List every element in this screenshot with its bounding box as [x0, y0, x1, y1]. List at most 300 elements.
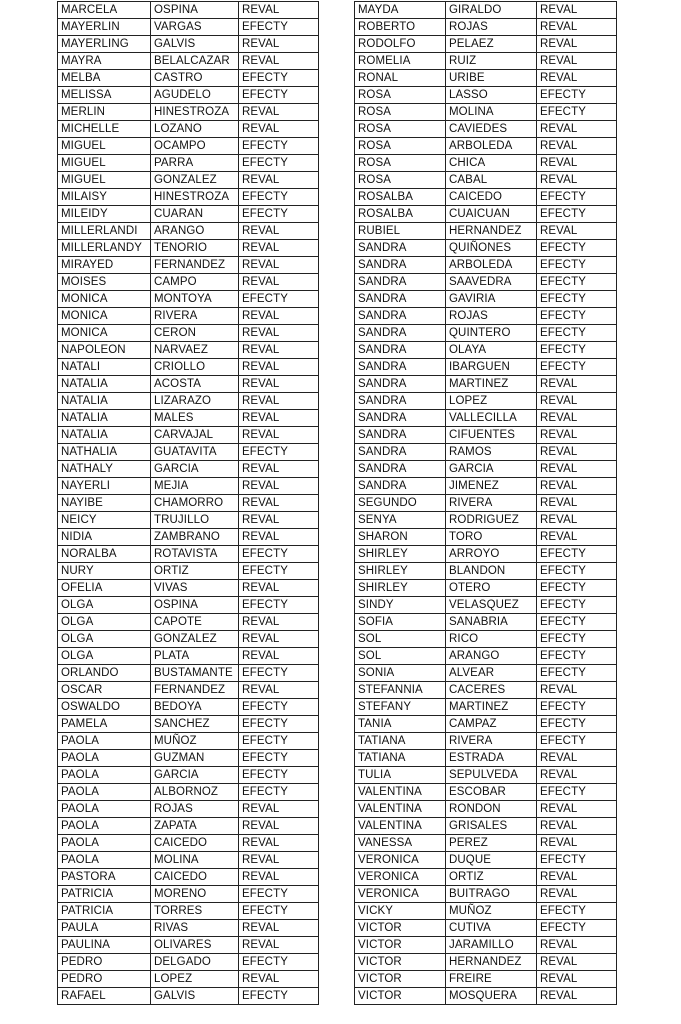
last-name-cell: ARROYO: [446, 546, 537, 563]
last-name-cell: CAMPO: [151, 274, 239, 291]
last-name-cell: GALVIS: [151, 36, 239, 53]
payment-method-cell: EFECTY: [537, 291, 617, 308]
table-row: [58, 716, 319, 733]
payment-method-cell: EFECTY: [239, 87, 319, 104]
first-name-cell: MERLIN: [58, 104, 151, 121]
first-name-cell: ROSA: [355, 87, 446, 104]
last-name-cell: ALBORNOZ: [151, 784, 239, 801]
first-name-cell: RUBIEL: [355, 223, 446, 240]
table-row: [58, 70, 319, 87]
payment-method-cell: EFECTY: [537, 580, 617, 597]
last-name-cell: TENORIO: [151, 240, 239, 257]
payment-method-cell: REVAL: [537, 512, 617, 529]
first-name-cell: MONICA: [58, 325, 151, 342]
table-row: [355, 70, 617, 87]
last-name-cell: RIVAS: [151, 920, 239, 937]
last-name-cell: CIFUENTES: [446, 427, 537, 444]
last-name-cell: OLAYA: [446, 342, 537, 359]
table-row: [58, 648, 319, 665]
table-row: [355, 121, 617, 138]
payment-method-cell: REVAL: [537, 937, 617, 954]
payment-method-cell: REVAL: [239, 512, 319, 529]
first-name-cell: MIRAYED: [58, 257, 151, 274]
first-name-cell: RAFAEL: [58, 988, 151, 1005]
payment-method-cell: REVAL: [239, 223, 319, 240]
first-name-cell: NATALI: [58, 359, 151, 376]
first-name-cell: NATALIA: [58, 376, 151, 393]
table-row: [355, 359, 617, 376]
last-name-cell: ROJAS: [151, 801, 239, 818]
table-row: [58, 478, 319, 495]
last-name-cell: CUARAN: [151, 206, 239, 223]
table-row: [58, 53, 319, 70]
first-name-cell: NATHALY: [58, 461, 151, 478]
last-name-cell: CUTIVA: [446, 920, 537, 937]
payment-method-cell: REVAL: [239, 631, 319, 648]
first-name-cell: ROSALBA: [355, 189, 446, 206]
payment-method-cell: EFECTY: [537, 784, 617, 801]
payment-method-cell: REVAL: [239, 495, 319, 512]
payment-method-cell: EFECTY: [239, 886, 319, 903]
first-name-cell: MONICA: [58, 291, 151, 308]
first-name-cell: SANDRA: [355, 342, 446, 359]
last-name-cell: GONZALEZ: [151, 172, 239, 189]
first-name-cell: ROSA: [355, 155, 446, 172]
first-name-cell: TANIA: [355, 716, 446, 733]
last-name-cell: AGUDELO: [151, 87, 239, 104]
last-name-cell: VELASQUEZ: [446, 597, 537, 614]
payment-method-cell: EFECTY: [537, 614, 617, 631]
table-row: [355, 461, 617, 478]
first-name-cell: NORALBA: [58, 546, 151, 563]
last-name-cell: SAAVEDRA: [446, 274, 537, 291]
last-name-cell: ORTIZ: [151, 563, 239, 580]
last-name-cell: IBARGUEN: [446, 359, 537, 376]
payment-method-cell: REVAL: [239, 427, 319, 444]
payment-method-cell: EFECTY: [537, 308, 617, 325]
payment-method-cell: REVAL: [239, 121, 319, 138]
first-name-cell: NAYERLI: [58, 478, 151, 495]
table-row: [58, 852, 319, 869]
last-name-cell: GIRALDO: [446, 2, 537, 19]
payment-method-cell: REVAL: [239, 835, 319, 852]
payment-method-cell: REVAL: [239, 529, 319, 546]
payment-method-cell: REVAL: [537, 121, 617, 138]
table-row: [58, 682, 319, 699]
last-name-cell: GAVIRIA: [446, 291, 537, 308]
last-name-cell: MALES: [151, 410, 239, 427]
last-name-cell: QUIÑONES: [446, 240, 537, 257]
payment-method-cell: REVAL: [537, 988, 617, 1005]
first-name-cell: OLGA: [58, 614, 151, 631]
table-row: [355, 87, 617, 104]
last-name-cell: FREIRE: [446, 971, 537, 988]
table-row: [58, 291, 319, 308]
payment-method-cell: REVAL: [537, 818, 617, 835]
last-name-cell: TRUJILLO: [151, 512, 239, 529]
payment-method-cell: EFECTY: [239, 767, 319, 784]
last-name-cell: GARCIA: [151, 461, 239, 478]
table-row: [58, 359, 319, 376]
payment-method-cell: EFECTY: [239, 665, 319, 682]
table-row: [58, 138, 319, 155]
last-name-cell: RIVERA: [446, 733, 537, 750]
first-name-cell: NURY: [58, 563, 151, 580]
payment-method-cell: REVAL: [537, 461, 617, 478]
first-name-cell: SANDRA: [355, 393, 446, 410]
payment-method-cell: REVAL: [239, 801, 319, 818]
payment-method-cell: EFECTY: [537, 920, 617, 937]
payment-method-cell: EFECTY: [239, 716, 319, 733]
payment-method-cell: REVAL: [239, 342, 319, 359]
first-name-cell: STEFANY: [355, 699, 446, 716]
payment-method-cell: REVAL: [537, 19, 617, 36]
first-name-cell: VALENTINA: [355, 784, 446, 801]
first-name-cell: ROMELIA: [355, 53, 446, 70]
table-row: [355, 801, 617, 818]
first-name-cell: MILEIDY: [58, 206, 151, 223]
last-name-cell: CASTRO: [151, 70, 239, 87]
first-name-cell: TULIA: [355, 767, 446, 784]
first-name-cell: OFELIA: [58, 580, 151, 597]
table-row: [58, 733, 319, 750]
payment-method-cell: REVAL: [537, 172, 617, 189]
payment-method-cell: REVAL: [239, 376, 319, 393]
last-name-cell: CARVAJAL: [151, 427, 239, 444]
first-name-cell: RONAL: [355, 70, 446, 87]
table-row: [355, 189, 617, 206]
payment-method-cell: REVAL: [239, 410, 319, 427]
first-name-cell: OLGA: [58, 631, 151, 648]
first-name-cell: SOFIA: [355, 614, 446, 631]
payment-method-cell: REVAL: [537, 886, 617, 903]
first-name-cell: MILLERLANDY: [58, 240, 151, 257]
last-name-cell: PARRA: [151, 155, 239, 172]
payment-method-cell: EFECTY: [537, 648, 617, 665]
table-row: [58, 376, 319, 393]
last-name-cell: BELALCAZAR: [151, 53, 239, 70]
last-name-cell: RICO: [446, 631, 537, 648]
last-name-cell: CHAMORRO: [151, 495, 239, 512]
payment-method-cell: REVAL: [537, 478, 617, 495]
first-name-cell: MAYERLIN: [58, 19, 151, 36]
payment-method-cell: EFECTY: [537, 903, 617, 920]
table-row: [58, 206, 319, 223]
table-row: [355, 223, 617, 240]
last-name-cell: CABAL: [446, 172, 537, 189]
first-name-cell: MIGUEL: [58, 155, 151, 172]
last-name-cell: OSPINA: [151, 2, 239, 19]
last-name-cell: OSPINA: [151, 597, 239, 614]
last-name-cell: BEDOYA: [151, 699, 239, 716]
payment-method-cell: EFECTY: [239, 699, 319, 716]
table-row: [355, 546, 617, 563]
table-row: [58, 903, 319, 920]
payment-method-cell: EFECTY: [239, 988, 319, 1005]
table-row: [355, 648, 617, 665]
table-row: [58, 784, 319, 801]
last-name-cell: MEJIA: [151, 478, 239, 495]
last-name-cell: VARGAS: [151, 19, 239, 36]
table-row: [355, 733, 617, 750]
first-name-cell: PATRICIA: [58, 886, 151, 903]
first-name-cell: NATHALIA: [58, 444, 151, 461]
last-name-cell: RODRIGUEZ: [446, 512, 537, 529]
payment-method-cell: EFECTY: [239, 597, 319, 614]
table-row: [355, 495, 617, 512]
first-name-cell: PAOLA: [58, 784, 151, 801]
table-row: [355, 716, 617, 733]
table-row: [58, 954, 319, 971]
table-row: [58, 801, 319, 818]
first-name-cell: SANDRA: [355, 427, 446, 444]
first-name-cell: VICTOR: [355, 954, 446, 971]
table-row: [58, 172, 319, 189]
payment-method-cell: EFECTY: [537, 189, 617, 206]
first-name-cell: MAYERLING: [58, 36, 151, 53]
table-row: [58, 818, 319, 835]
payment-method-cell: EFECTY: [537, 87, 617, 104]
first-name-cell: PAOLA: [58, 767, 151, 784]
payment-method-cell: EFECTY: [537, 104, 617, 121]
payment-method-cell: EFECTY: [537, 665, 617, 682]
first-name-cell: ROSA: [355, 121, 446, 138]
table-row: [355, 53, 617, 70]
first-name-cell: SHIRLEY: [355, 580, 446, 597]
table-row: [355, 155, 617, 172]
last-name-cell: GUATAVITA: [151, 444, 239, 461]
left-name-table: [57, 1, 319, 1005]
payment-method-cell: REVAL: [239, 682, 319, 699]
table-row: [355, 240, 617, 257]
table-row: [58, 614, 319, 631]
first-name-cell: SANDRA: [355, 461, 446, 478]
last-name-cell: BUSTAMANTE: [151, 665, 239, 682]
table-row: [355, 563, 617, 580]
last-name-cell: ZAPATA: [151, 818, 239, 835]
first-name-cell: MARCELA: [58, 2, 151, 19]
table-row: [58, 104, 319, 121]
table-row: [58, 461, 319, 478]
first-name-cell: SANDRA: [355, 257, 446, 274]
first-name-cell: PASTORA: [58, 869, 151, 886]
last-name-cell: MUÑOZ: [151, 733, 239, 750]
payment-method-cell: REVAL: [537, 376, 617, 393]
payment-method-cell: REVAL: [239, 240, 319, 257]
payment-method-cell: EFECTY: [537, 699, 617, 716]
table-row: [355, 852, 617, 869]
right-name-table: [354, 1, 617, 1005]
last-name-cell: ALVEAR: [446, 665, 537, 682]
payment-method-cell: EFECTY: [537, 546, 617, 563]
table-row: [58, 308, 319, 325]
table-row: [355, 971, 617, 988]
first-name-cell: PEDRO: [58, 971, 151, 988]
last-name-cell: MARTINEZ: [446, 376, 537, 393]
payment-method-cell: REVAL: [239, 325, 319, 342]
first-name-cell: MAYRA: [58, 53, 151, 70]
last-name-cell: MARTINEZ: [446, 699, 537, 716]
last-name-cell: ARBOLEDA: [446, 257, 537, 274]
first-name-cell: NIDIA: [58, 529, 151, 546]
last-name-cell: BUITRAGO: [446, 886, 537, 903]
last-name-cell: CAICEDO: [446, 189, 537, 206]
last-name-cell: GARCIA: [151, 767, 239, 784]
payment-method-cell: EFECTY: [239, 19, 319, 36]
table-row: [355, 988, 617, 1005]
last-name-cell: ORTIZ: [446, 869, 537, 886]
payment-method-cell: EFECTY: [239, 733, 319, 750]
first-name-cell: PAOLA: [58, 733, 151, 750]
last-name-cell: OCAMPO: [151, 138, 239, 155]
table-row: [58, 835, 319, 852]
payment-method-cell: EFECTY: [537, 852, 617, 869]
payment-method-cell: EFECTY: [239, 444, 319, 461]
table-row: [355, 308, 617, 325]
last-name-cell: GALVIS: [151, 988, 239, 1005]
first-name-cell: ROBERTO: [355, 19, 446, 36]
last-name-cell: NARVAEZ: [151, 342, 239, 359]
last-name-cell: CUAICUAN: [446, 206, 537, 223]
last-name-cell: DELGADO: [151, 954, 239, 971]
payment-method-cell: REVAL: [537, 444, 617, 461]
first-name-cell: PAMELA: [58, 716, 151, 733]
last-name-cell: MOLINA: [151, 852, 239, 869]
payment-method-cell: REVAL: [537, 393, 617, 410]
payment-method-cell: EFECTY: [239, 750, 319, 767]
first-name-cell: SHIRLEY: [355, 546, 446, 563]
first-name-cell: PAULA: [58, 920, 151, 937]
table-row: [355, 410, 617, 427]
payment-method-cell: EFECTY: [239, 563, 319, 580]
table-row: [58, 274, 319, 291]
table-row: [355, 886, 617, 903]
payment-method-cell: EFECTY: [239, 291, 319, 308]
table-row: [355, 138, 617, 155]
first-name-cell: SANDRA: [355, 240, 446, 257]
first-name-cell: SOL: [355, 631, 446, 648]
table-row: [355, 767, 617, 784]
table-row: [58, 189, 319, 206]
first-name-cell: SANDRA: [355, 291, 446, 308]
payment-method-cell: REVAL: [537, 36, 617, 53]
payment-method-cell: EFECTY: [537, 563, 617, 580]
payment-method-cell: EFECTY: [537, 274, 617, 291]
table-row: [58, 920, 319, 937]
payment-method-cell: REVAL: [537, 869, 617, 886]
first-name-cell: VICTOR: [355, 937, 446, 954]
first-name-cell: MELBA: [58, 70, 151, 87]
first-name-cell: VICTOR: [355, 920, 446, 937]
table-row: [355, 19, 617, 36]
first-name-cell: MIGUEL: [58, 172, 151, 189]
first-name-cell: ROSA: [355, 104, 446, 121]
last-name-cell: MUÑOZ: [446, 903, 537, 920]
last-name-cell: OLIVARES: [151, 937, 239, 954]
first-name-cell: NATALIA: [58, 393, 151, 410]
first-name-cell: MICHELLE: [58, 121, 151, 138]
first-name-cell: VANESSA: [355, 835, 446, 852]
payment-method-cell: REVAL: [239, 359, 319, 376]
last-name-cell: JIMENEZ: [446, 478, 537, 495]
first-name-cell: SANDRA: [355, 444, 446, 461]
table-row: [58, 87, 319, 104]
payment-method-cell: REVAL: [239, 648, 319, 665]
last-name-cell: MOLINA: [446, 104, 537, 121]
last-name-cell: HERNANDEZ: [446, 954, 537, 971]
last-name-cell: LOPEZ: [446, 393, 537, 410]
payment-method-cell: REVAL: [537, 2, 617, 19]
last-name-cell: ACOSTA: [151, 376, 239, 393]
last-name-cell: GUZMAN: [151, 750, 239, 767]
payment-method-cell: REVAL: [239, 36, 319, 53]
first-name-cell: MOISES: [58, 274, 151, 291]
table-row: [58, 869, 319, 886]
payment-method-cell: REVAL: [239, 308, 319, 325]
last-name-cell: PLATA: [151, 648, 239, 665]
payment-method-cell: REVAL: [239, 818, 319, 835]
left-table-body: [58, 2, 319, 1005]
first-name-cell: MELISSA: [58, 87, 151, 104]
first-name-cell: SANDRA: [355, 308, 446, 325]
table-row: [355, 257, 617, 274]
payment-method-cell: REVAL: [537, 801, 617, 818]
table-row: [355, 699, 617, 716]
first-name-cell: MILAISY: [58, 189, 151, 206]
first-name-cell: TATIANA: [355, 733, 446, 750]
first-name-cell: OSWALDO: [58, 699, 151, 716]
table-row: [355, 274, 617, 291]
payment-method-cell: EFECTY: [239, 546, 319, 563]
last-name-cell: GARCIA: [446, 461, 537, 478]
payment-method-cell: REVAL: [537, 138, 617, 155]
last-name-cell: BLANDON: [446, 563, 537, 580]
last-name-cell: CAICEDO: [151, 869, 239, 886]
last-name-cell: RONDON: [446, 801, 537, 818]
first-name-cell: NAYIBE: [58, 495, 151, 512]
payment-method-cell: REVAL: [537, 410, 617, 427]
last-name-cell: ROJAS: [446, 19, 537, 36]
table-row: [58, 325, 319, 342]
last-name-cell: URIBE: [446, 70, 537, 87]
table-row: [58, 580, 319, 597]
last-name-cell: CAPOTE: [151, 614, 239, 631]
payment-method-cell: REVAL: [537, 954, 617, 971]
payment-method-cell: REVAL: [239, 580, 319, 597]
table-row: [58, 750, 319, 767]
last-name-cell: CHICA: [446, 155, 537, 172]
last-name-cell: ARBOLEDA: [446, 138, 537, 155]
table-row: [58, 767, 319, 784]
table-row: [58, 563, 319, 580]
table-row: [58, 121, 319, 138]
table-row: [355, 631, 617, 648]
table-row: [355, 750, 617, 767]
last-name-cell: HINESTROZA: [151, 189, 239, 206]
table-row: [58, 529, 319, 546]
table-row: [58, 665, 319, 682]
table-row: [355, 835, 617, 852]
first-name-cell: TATIANA: [355, 750, 446, 767]
last-name-cell: LOPEZ: [151, 971, 239, 988]
last-name-cell: HERNANDEZ: [446, 223, 537, 240]
last-name-cell: CACERES: [446, 682, 537, 699]
first-name-cell: SEGUNDO: [355, 495, 446, 512]
first-name-cell: PAOLA: [58, 835, 151, 852]
first-name-cell: OLGA: [58, 648, 151, 665]
table-row: [355, 342, 617, 359]
table-row: [355, 512, 617, 529]
